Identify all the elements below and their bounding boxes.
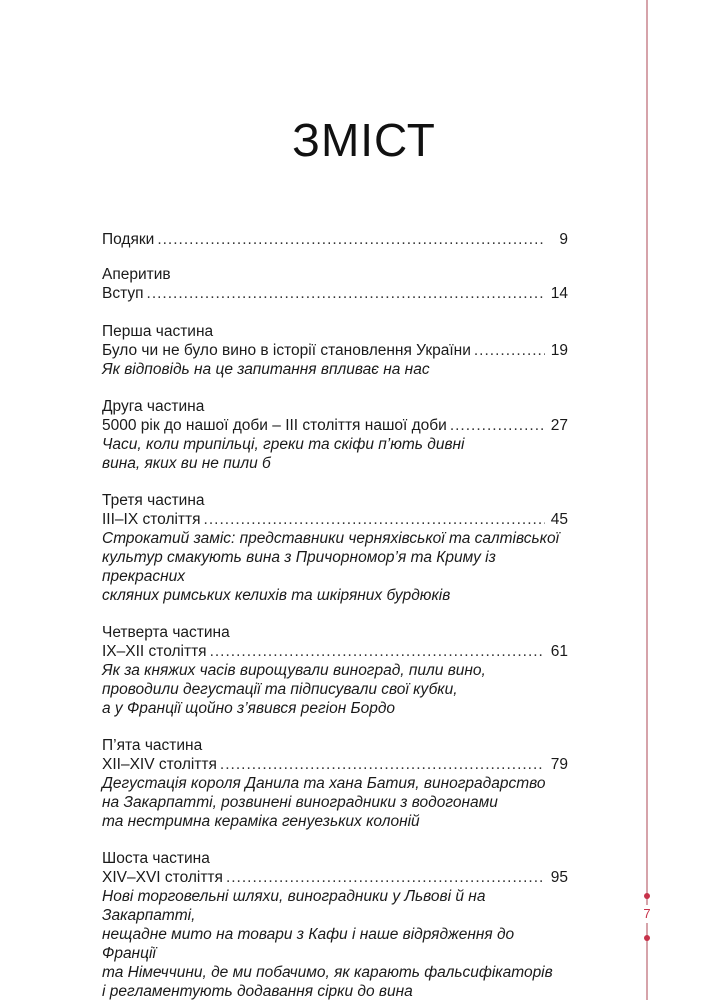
dot-leader xyxy=(210,642,545,661)
toc-subtitle-line: та нестримна кераміка генуезьких колоній xyxy=(102,813,420,830)
toc-entry-part2[interactable] xyxy=(102,416,568,435)
page-title: ЗМІСТ xyxy=(292,114,436,166)
toc-subtitle-line: проводили дегустації та підписували свої кубки, xyxy=(102,681,458,698)
toc-page-number: 27 xyxy=(550,417,568,434)
toc-subtitle-line: Нові торговельні шляхи, виноградники у Львові й на Закарпатті, xyxy=(102,888,486,924)
margin-dot-lower xyxy=(644,935,650,941)
toc-subtitle-line: на Закарпатті, розвинені виноградники з водогонами xyxy=(102,794,498,811)
toc-entry-part4[interactable] xyxy=(102,642,568,661)
toc-section-heading: П’ята частина xyxy=(102,737,203,754)
toc-entry-label: IX–XII століття xyxy=(102,643,207,660)
toc-section-heading: Перша частина xyxy=(102,323,214,340)
table-of-contents xyxy=(102,230,568,1001)
toc-subtitle-line: Строкатий заміс: представники черняхівської та салтівської xyxy=(102,530,560,547)
dot-leader xyxy=(220,755,545,774)
toc-subtitle-line: Часи, коли трипільці, греки та скіфи п’ють дивні xyxy=(102,436,465,453)
toc-subtitle-line: вина, яких ви не пили б xyxy=(102,455,271,472)
dot-leader xyxy=(450,416,545,435)
toc-page-number: 9 xyxy=(559,231,568,248)
toc-section-heading: Четверта частина xyxy=(102,624,230,641)
toc-entry-thanks[interactable] xyxy=(102,230,568,249)
toc-entry-label: III–IX століття xyxy=(102,511,201,528)
dot-leader xyxy=(157,230,545,249)
dot-leader xyxy=(147,284,545,303)
toc-entry-label: Подяки xyxy=(102,231,155,248)
dot-leader xyxy=(204,510,545,529)
toc-entry-intro[interactable] xyxy=(102,284,568,303)
toc-entry-label: Було чи не було вино в історії становлення України xyxy=(102,342,471,359)
margin-dot-upper xyxy=(644,893,650,899)
dot-leader xyxy=(474,341,545,360)
toc-page-number: 79 xyxy=(550,756,568,773)
toc-subtitle-line: скляних римських келихів та шкіряних бурдюків xyxy=(102,587,451,604)
toc-page-number: 19 xyxy=(550,342,568,359)
toc-section-heading: Аперитив xyxy=(102,266,171,283)
toc-section-heading: Шоста частина xyxy=(102,850,210,867)
toc-page-number: 95 xyxy=(550,869,568,886)
toc-subtitle-line: культур смакують вина з Причорномор’я та Криму із прекрасних xyxy=(102,549,496,585)
toc-page-number: 45 xyxy=(550,511,568,528)
toc-entry-label: Вступ xyxy=(102,285,144,302)
toc-page-number: 14 xyxy=(550,285,568,302)
toc-entry-part5[interactable] xyxy=(102,755,568,774)
toc-section-heading: Друга частина xyxy=(102,398,205,415)
toc-entry-part1[interactable] xyxy=(102,341,568,360)
toc-entry-part3[interactable] xyxy=(102,510,568,529)
toc-subtitle-line: а у Франції щойно з’явився регіон Бордо xyxy=(102,700,396,717)
dot-leader xyxy=(226,868,545,887)
toc-entry-label: 5000 рік до нашої доби – III століття нашої доби xyxy=(102,417,447,434)
toc-subtitle-line: нещадне мито на товари з Кафи і наше відрядження до Франції xyxy=(102,926,515,962)
toc-entry-label: XII–XIV століття xyxy=(102,756,217,773)
page-number: 7 xyxy=(637,905,657,923)
toc-entry-part6[interactable] xyxy=(102,868,568,887)
toc-subtitle-line: Дегустація короля Данила та хана Батия, виноградарство xyxy=(102,775,546,792)
toc-subtitle-line: Як за княжих часів вирощували виноград, пили вино, xyxy=(102,662,486,679)
toc-subtitle-line: та Німеччини, де ми побачимо, як карають фальсифікаторів xyxy=(102,964,553,981)
toc-section-heading: Третя частина xyxy=(102,492,205,509)
toc-entry-label: XIV–XVI століття xyxy=(102,869,223,886)
toc-subtitle-line: Як відповідь на це запитання впливає на нас xyxy=(102,361,430,378)
toc-page-number: 61 xyxy=(550,643,568,660)
toc-subtitle-line: і регламентують додавання сірки до вина xyxy=(102,983,413,1000)
